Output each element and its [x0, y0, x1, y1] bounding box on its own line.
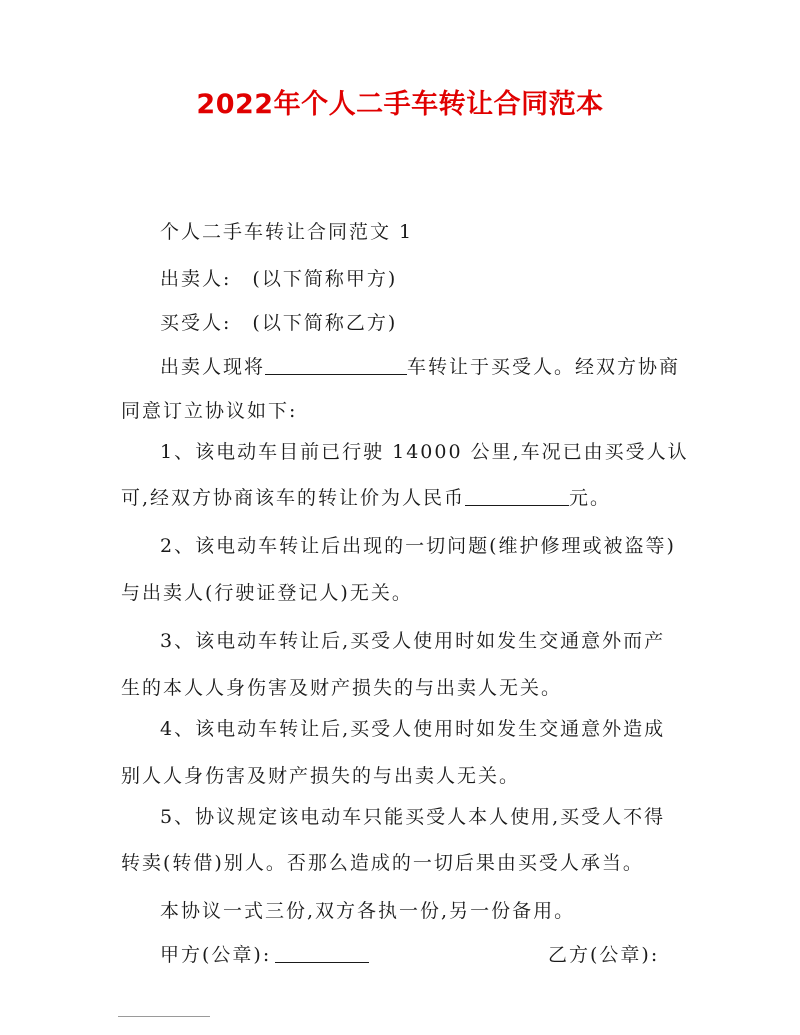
- footer-divider: [118, 1016, 210, 1017]
- clause-5-line-2: 转卖(转借)别人。否那么造成的一切后果由买受人承当。: [121, 852, 644, 874]
- document-title: 2022年个人二手车转让合同范本: [196, 89, 604, 120]
- clause-2-line-1: 2、该电动车转让后出现的一切问题(维护修理或被盗等): [160, 535, 676, 557]
- intro-line: [160, 353, 680, 381]
- party-a-signature: [160, 941, 369, 969]
- intro-text-after: 车转让于买受人。经双方协商: [407, 356, 681, 378]
- clause-4-line-2: 别人人身伤害及财产损失的与出卖人无关。: [121, 765, 521, 787]
- intro-text-before: 出卖人现将: [160, 356, 266, 378]
- clause-3-line-2: 生的本人人身伤害及财产损失的与出卖人无关。: [121, 677, 563, 699]
- price-text-after: 元。: [569, 487, 612, 509]
- price-text-before: 可,经双方协商该车的转让价为人民币: [121, 487, 466, 509]
- party-b-signature: 乙方(公章):: [548, 944, 660, 966]
- buyer-line: 买受人: (以下简称乙方): [160, 312, 398, 334]
- clause-3-line-1: 3、该电动车转让后,买受人使用时如发生交通意外而产: [160, 630, 666, 652]
- party-a-label: 甲方(公章):: [160, 944, 272, 966]
- intro-continuation: 同意订立协议如下:: [121, 400, 298, 422]
- vehicle-blank: [265, 354, 407, 375]
- clause-4-line-1: 4、该电动车转让后,买受人使用时如发生交通意外造成: [160, 718, 666, 740]
- clause-5-line-1: 5、协议规定该电动车只能买受人本人使用,买受人不得: [160, 806, 666, 828]
- copies-line: 本协议一式三份,双方各执一份,另一份备用。: [160, 900, 576, 922]
- contract-heading: 个人二手车转让合同范文 1: [160, 221, 414, 243]
- clause-1-line-1: 1、该电动车目前已行驶 14000 公里,车况已由买受人认: [160, 441, 689, 463]
- clause-2-line-2: 与出卖人(行驶证登记人)无关。: [121, 582, 413, 604]
- party-a-blank: [275, 942, 369, 963]
- seller-line: 出卖人: (以下简称甲方): [160, 268, 398, 290]
- clause-1-line-2: [121, 484, 611, 512]
- price-blank: [465, 485, 569, 506]
